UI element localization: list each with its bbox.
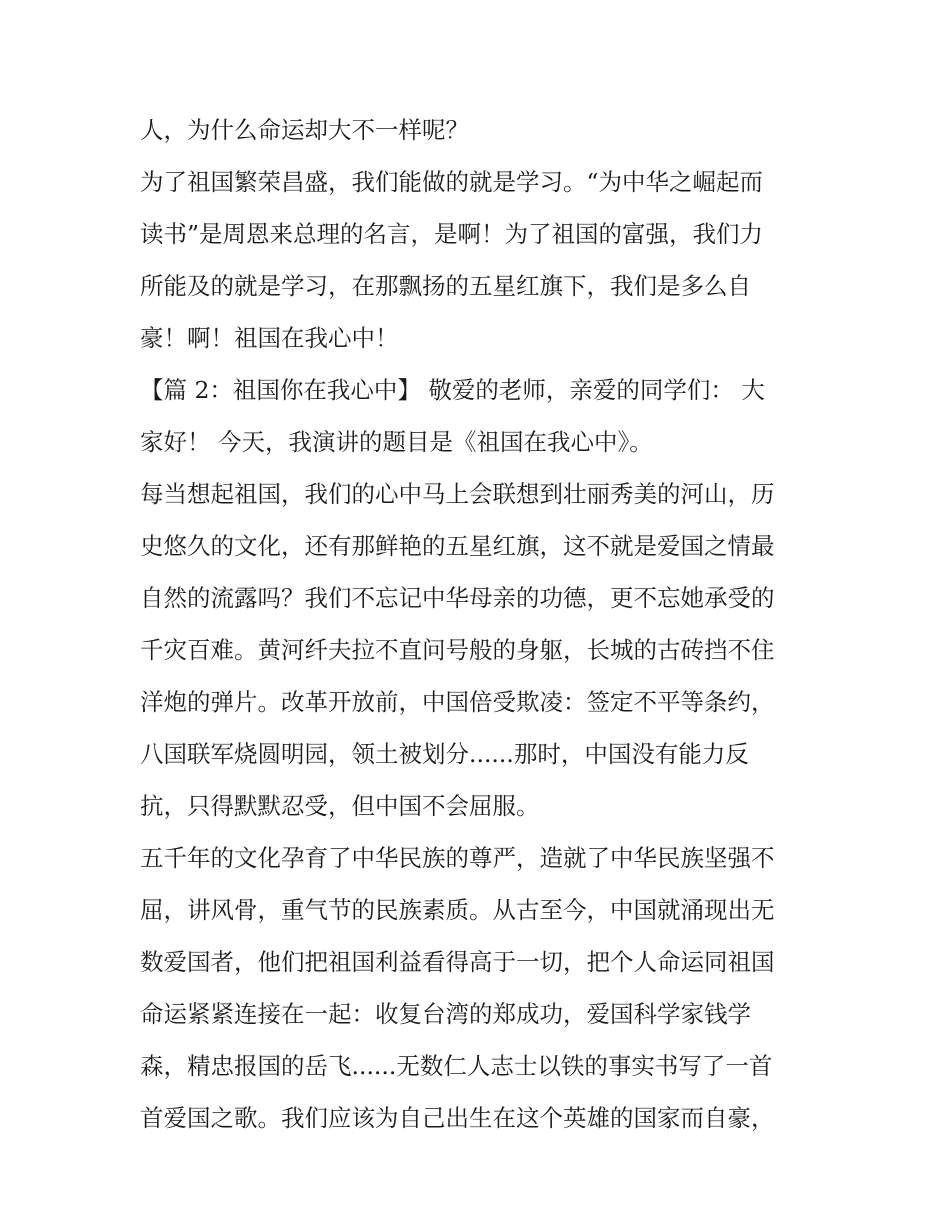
text-line: 洋炮的弹片。改革开放前，中国倍受欺凌：签定不平等条约， xyxy=(140,688,775,716)
text-line: 八国联军烧圆明园，领土被划分......那时，中国没有能力反 xyxy=(140,740,749,768)
text-line: 豪！啊！祖国在我心中！ xyxy=(140,324,399,352)
text-line: 数爱国者，他们把祖国利益看得高于一切，把个人命运同祖国 xyxy=(140,948,775,976)
text-line: 首爱国之歌。我们应该为自己出生在这个英雄的国家而自豪， xyxy=(140,1104,775,1132)
text-line: 人，为什么命运却大不一样呢？ xyxy=(140,116,469,144)
text-line: 家好！ 今天，我演讲的题目是《祖国在我心中》。 xyxy=(140,428,653,456)
text-line: 每当想起祖国，我们的心中马上会联想到壮丽秀美的河山，历 xyxy=(140,480,775,508)
text-line: 千灾百难。黄河纤夫拉不直问号般的身躯，长城的古砖挡不住 xyxy=(140,636,775,664)
text-line: 读书”是周恩来总理的名言，是啊！为了祖国的富强，我们力 xyxy=(140,220,764,248)
section-heading-line: 【篇 2：祖国你在我心中】 敬爱的老师，亲爱的同学们： 大 xyxy=(140,376,765,404)
text-line: 自然的流露吗？我们不忘记中华母亲的功德，更不忘她承受的 xyxy=(140,584,775,612)
text-line: 命运紧紧连接在一起：收复台湾的郑成功，爱国科学家钱学 xyxy=(140,1000,751,1028)
text-line: 史悠久的文化，还有那鲜艳的五星红旗，这不就是爱国之情最 xyxy=(140,532,775,560)
text-line: 为了祖国繁荣昌盛，我们能做的就是学习。“为中华之崛起而 xyxy=(140,168,764,196)
text-line: 屈，讲风骨，重气节的民族素质。从古至今，中国就涌现出无 xyxy=(140,896,775,924)
text-line: 所能及的就是学习，在那飘扬的五星红旗下，我们是多么自 xyxy=(140,272,751,300)
text-line: 森，精忠报国的岳飞......无数仁人志士以铁的事实书写了一首 xyxy=(140,1052,773,1080)
text-line: 五千年的文化孕育了中华民族的尊严，造就了中华民族坚强不 xyxy=(140,844,775,872)
text-line: 抗，只得默默忍受，但中国不会屈服。 xyxy=(140,792,540,820)
